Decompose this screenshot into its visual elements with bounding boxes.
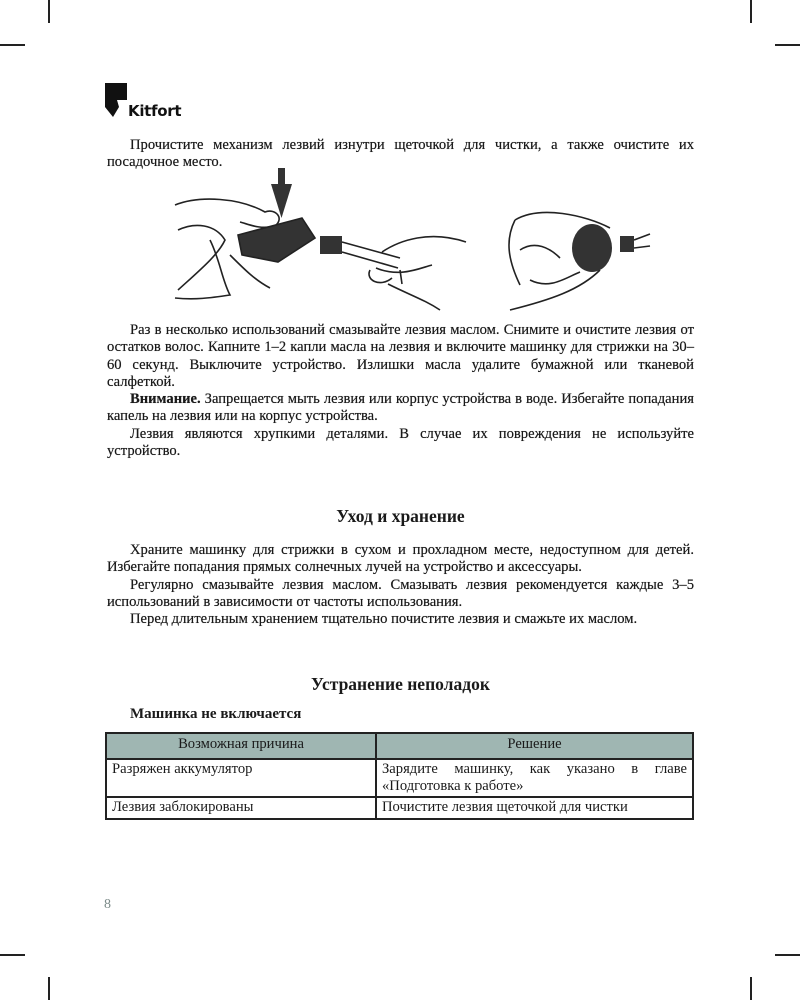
crop-mark	[48, 0, 50, 23]
brand-logo	[105, 83, 195, 121]
lubrication-section	[107, 322, 694, 460]
table-header-row	[106, 733, 693, 759]
cause-cell: Разряжен аккумулятор	[106, 759, 376, 797]
care-heading: Уход и хранение	[336, 506, 465, 526]
care-section	[107, 542, 694, 628]
cleaning-illustration	[170, 160, 670, 320]
header-cause: Возможная причина	[106, 733, 376, 759]
crop-mark	[0, 954, 25, 956]
warning-paragraph	[107, 391, 694, 426]
solution-cell: Почистите лезвия щеточкой для чистки	[376, 797, 693, 819]
crop-mark	[775, 44, 800, 46]
table-row	[106, 797, 693, 819]
solution-cell: Зарядите машинку, как указано в главе «Подготовка к работе»	[376, 759, 693, 797]
crop-mark	[750, 0, 752, 23]
fragile-blades-text: Лезвия являются хрупкими деталями. В случае их повреждения не используйте устройство.	[107, 425, 694, 460]
page-number: 8	[104, 897, 111, 912]
care-lubrication-text: Регулярно смазывайте лезвия маслом. Смазывать лезвия рекомендуется каждые 3–5 использований в зависимости от частоты использования.	[107, 576, 694, 610]
care-long-storage-text: Перед длительным хранением тщательно почистите лезвия и смажьте их маслом.	[130, 611, 638, 628]
crop-mark	[775, 954, 800, 956]
brand-name: Kitfort	[128, 102, 182, 120]
troubleshooting-heading: Устранение неполадок	[311, 674, 490, 694]
cause-cell: Лезвия заблокированы	[106, 797, 376, 819]
crop-mark	[48, 977, 50, 1000]
warning-label: Внимание.	[130, 391, 201, 408]
care-storage-text: Храните машинку для стрижки в сухом и прохладном месте, недоступном для детей. Избегайте попадания прямых солнечных лучей на устройство и аксессуары.	[107, 542, 694, 576]
table-row	[106, 759, 693, 797]
troubleshooting-table	[105, 732, 694, 820]
crop-mark	[750, 977, 752, 1000]
lubrication-text: Раз в несколько использований смазывайте лезвия маслом. Снимите и очистите лезвия от остатков волос. Капните 1–2 капли масла на лезвия и включите машинку для стрижки на 30–60 секунд. Выключите устройство. Излишки масла удалите бумажной или тканевой салфеткой.	[107, 322, 694, 390]
crop-mark	[0, 44, 25, 46]
kitfort-logo-icon	[105, 83, 127, 119]
troubleshooting-subheading: Машинка не включается	[130, 706, 302, 722]
warning-text: Запрещается мыть лезвия или корпус устройства в воде. Избегайте попадания капель на лезвия или на корпус устройства.	[107, 391, 694, 425]
header-solution: Решение	[376, 733, 693, 759]
cleaning-intro-text: Прочистите механизм лезвий изнутри щеточкой для чистки, а также очистите их посадочное место.	[107, 137, 694, 171]
